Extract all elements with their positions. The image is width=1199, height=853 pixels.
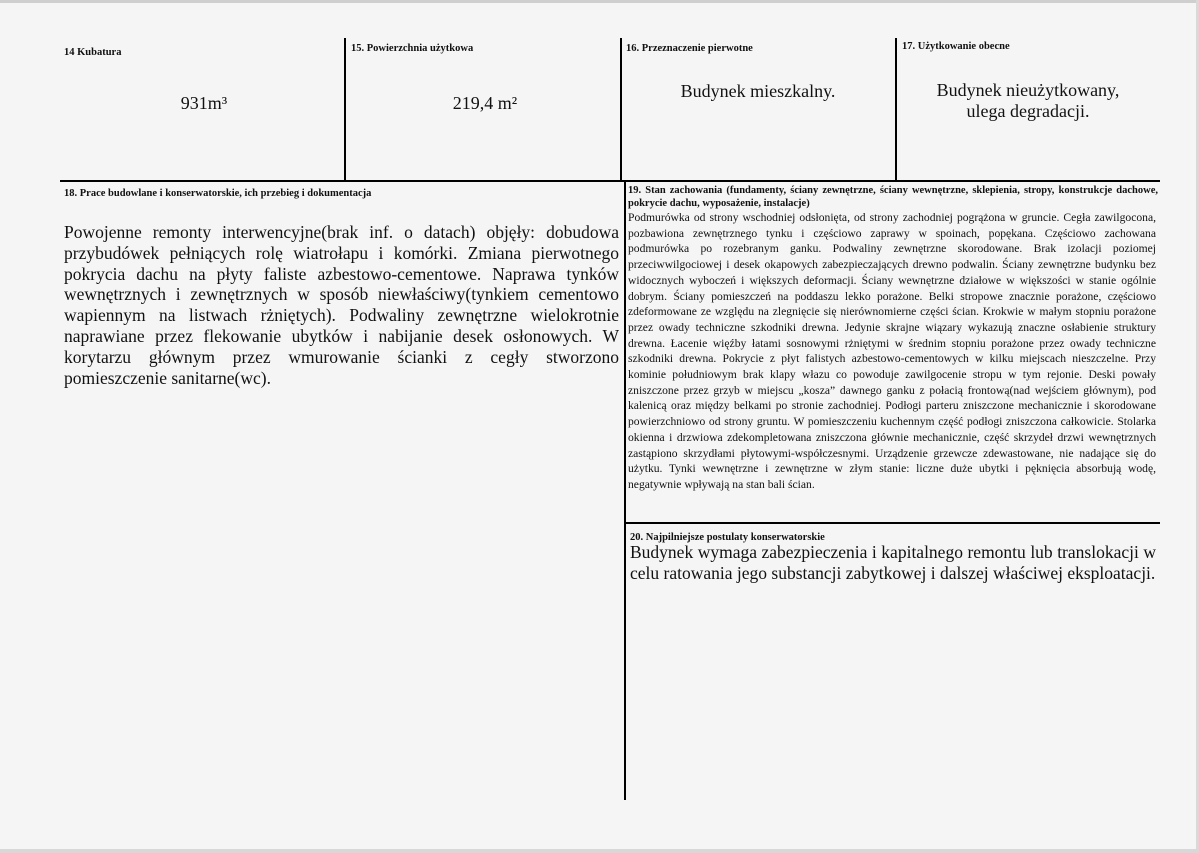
field-14-value: 931m³ <box>180 93 228 113</box>
field-17-label: 17. Użytkowanie obecne <box>902 41 1010 52</box>
field-16-value: Budynek mieszkalny. <box>680 81 836 101</box>
divider-19-20 <box>624 522 1160 524</box>
field-15-label: 15. Powierzchnia użytkowa <box>351 43 474 54</box>
field-20-text: Budynek wymaga zabezpieczenia i kapitalnego remontu lub translokacji w celu ratowania jego substancji zabytkowej i dalszej właściwej eksploatacji. <box>630 542 1156 583</box>
scan-edge-top <box>0 0 1199 3</box>
field-15-value: 219,4 m² <box>452 93 518 113</box>
field-19-text: Podmurówka od strony wschodniej odsłonięta, od strony zachodniej pogrążona w gruncie. Cegła zawilgocona, pozbawiona zewnętrznego tynku i częściowo zaprawy w spoinach, popękana. Częściowo zachowana podmurówka po rozebranym ganku. Podwaliny zewnętrzne skorodowane. Brak izolacji poziomej przeciwwilgociowej i desek okapowych zabezpieczających drewno podwalin. Ściany zewnętrzne budynku bez widocznych wyboczeń i większych deformacji. Ściany wewnętrzne działowe w większości w stanie ogólnie dobrym. Ściany pomieszczeń na poddaszu lekko porażone. Belki stropowe znacznie porażone, częściowo zdeformowane ze względu na zlegnięcie się nierównomierne części ścian. Krokwie w małym stopniu porażone przez owady techniczne szkodniki drewna. Jedynie skrajne wiązary wykazują znaczne osłabienie struktury drewna. Łacenie więźby łatami sosnowymi rżniętymi w średnim stopniu porażone przez owady techniczne szkodniki drewna. Pokrycie z płyt falistych azbestowo-cementowych w kilku miejscach nieszczelne. Przy kominie południowym brak klapy włazu co powoduje zawilgocenie stropu w tym rejonie. Deski powały zniszczone przez grzyb w miejscu „kosza” dawnego ganku z połacią frontową(nad wejściem głównym), pod kalenicą oraz między belkami po stronie zachodniej. Podłogi parteru zniszczone mechanicznie i skorodowane powierzchniowo od strony gruntu. W pomieszczeniu kuchennym część podłogi zniszczona całkowicie. Stolarka okienna i drzwiowa zdekompletowana zniszczona głównie mechanicznie, część skrzydeł drzwi wewnętrznych zastąpiono skrzydłami płytowymi-współczesnymi. Urządzenie grzewcze zdewastowane, nie nadające się do użytku. Tynki wewnętrzne i zewnętrzne w złym stanie: liczne duże ubytki i pęknięcia absorbują wodę, negatywnie wpływają na stan bali ścian. <box>628 211 1156 491</box>
field-18-text: Powojenne remonty interwencyjne(brak inf. o datach) objęły: dobudowa przybudówek pełniących rolę wiatrołapu i komórki. Zmiana pierwotnego pokrycia dachu na płyty faliste azbestowo-cementowe. Naprawa tynków wewnętrznych i zewnętrznych w sposób niewłaściwy(tynkiem cementowo wapiennym na listwach rżniętych). Podwaliny zewnętrzne wielokrotnie naprawiane przez flekowanie ubytków i nabijanie desek osłonowych. W korytarzu głównym przez wmurowanie ścianki z cegły stworzono pomieszczenie sanitarne(wc). <box>64 222 619 388</box>
divider-top-row <box>60 180 1160 182</box>
scan-edge-bottom <box>0 849 1199 853</box>
divider-15-16 <box>620 38 622 181</box>
field-16-label: 16. Przeznaczenie pierwotne <box>626 43 753 54</box>
field-14-label: 14 Kubatura <box>64 47 122 58</box>
field-18-label: 18. Prace budowlane i konserwatorskie, ich przebieg i dokumentacja <box>64 188 372 199</box>
divider-14-15 <box>344 38 346 181</box>
field-17-value: Budynek nieużytkowany, ulega degradacji. <box>936 80 1120 121</box>
field-20-label: 20. Najpilniejsze postulaty konserwatorskie <box>630 532 825 543</box>
divider-16-17 <box>895 38 897 181</box>
divider-left-right <box>624 180 626 800</box>
field-19-label: 19. Stan zachowania (fundamenty, ściany zewnętrzne, ściany wewnętrzne, sklepienia, stropy, konstrukcje dachowe, pokrycie dachu, wyposażenie, instalacje) <box>628 185 1158 209</box>
